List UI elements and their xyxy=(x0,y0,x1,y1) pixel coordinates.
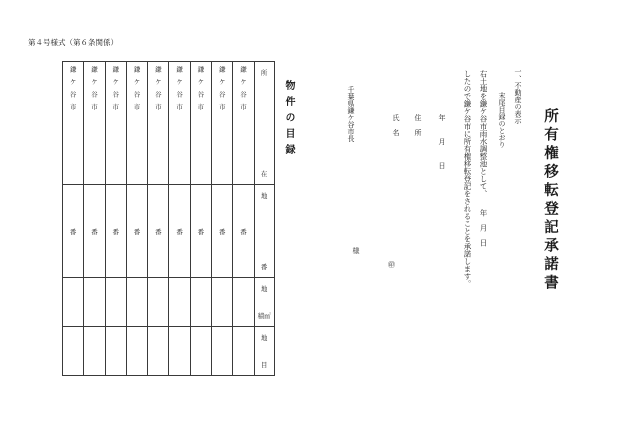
table-cell-area xyxy=(105,278,126,327)
lot-suffix: 番 xyxy=(91,227,98,236)
header-category-top: 地 xyxy=(260,334,268,342)
city-name: 鎌ケ谷市 xyxy=(68,66,77,116)
see-attached-list-note: 末尾目録のとおり xyxy=(498,92,506,148)
table-cell-lot xyxy=(169,185,190,278)
table-cell-area xyxy=(233,278,254,327)
recipient-honorific: 様 xyxy=(352,247,360,254)
table-cell-lot xyxy=(148,185,169,278)
address-label: 住所 xyxy=(414,114,422,144)
date-field: 年 月 日 xyxy=(438,114,446,174)
header-lot-top: 地 xyxy=(260,192,268,200)
table-cell-lot xyxy=(84,185,105,278)
table-cell-category xyxy=(233,327,254,376)
area-row xyxy=(63,278,275,327)
city-name: 鎌ケ谷市 xyxy=(89,66,98,116)
table-cell-category xyxy=(105,327,126,376)
table-cell-category xyxy=(190,327,211,376)
lot-suffix: 番 xyxy=(197,227,205,236)
land-category-row xyxy=(63,327,275,376)
lot-number-row xyxy=(63,185,275,278)
header-location-top: 所 xyxy=(260,69,268,77)
table-cell-category xyxy=(169,327,190,376)
table-cell-category xyxy=(212,327,233,376)
table-cell-location xyxy=(212,62,233,185)
table-cell-area xyxy=(126,278,147,327)
header-lot-number xyxy=(254,185,274,278)
city-name: 鎌ケ谷市 xyxy=(196,66,205,116)
city-name: 鎌ケ谷市 xyxy=(132,66,141,116)
city-name: 鎌ケ谷市 xyxy=(175,66,184,116)
table-cell-category xyxy=(148,327,169,376)
recipient-mayor: 千葉県鎌ケ谷市長 xyxy=(347,86,355,142)
form-number: 第４号様式（第６条関係） xyxy=(28,38,118,47)
city-name: 鎌ケ谷市 xyxy=(217,66,226,116)
lot-suffix: 番 xyxy=(155,227,162,236)
lot-suffix: 番 xyxy=(240,227,247,236)
table-cell-area xyxy=(84,278,105,327)
name-label: 氏名 xyxy=(392,114,400,144)
header-location-bottom: 在 xyxy=(260,170,268,178)
table-cell-location xyxy=(233,62,254,185)
property-list-title: 物件の目録 xyxy=(283,80,294,160)
table-cell-location xyxy=(105,62,126,185)
header-lot-bottom: 番 xyxy=(260,263,268,271)
seal-mark: ㊞ xyxy=(388,261,395,269)
table-cell-location xyxy=(148,62,169,185)
table-cell-area xyxy=(212,278,233,327)
table-cell-location xyxy=(63,62,84,185)
city-name: 鎌ケ谷市 xyxy=(111,66,120,116)
table-cell-area xyxy=(169,278,190,327)
lot-suffix: 番 xyxy=(176,227,183,236)
table-cell-location xyxy=(84,62,105,185)
lot-suffix: 番 xyxy=(69,227,77,236)
table-cell-lot xyxy=(233,185,254,278)
document-title: 所有権移転登記承諾書 xyxy=(542,108,559,293)
table-cell-lot xyxy=(126,185,147,278)
location-row xyxy=(63,62,275,185)
table-cell-category xyxy=(63,327,84,376)
table-cell-lot xyxy=(212,185,233,278)
header-location xyxy=(254,62,274,185)
table-cell-category xyxy=(84,327,105,376)
consent-text-line-2: したので鎌ケ谷市に所有権移転登記をされることを承諾します。 xyxy=(463,70,472,288)
table-cell-lot xyxy=(190,185,211,278)
city-name: 鎌ケ谷市 xyxy=(153,66,162,116)
lot-suffix: 番 xyxy=(112,227,119,236)
table-cell-location xyxy=(190,62,211,185)
header-area xyxy=(254,278,274,327)
table-cell-area xyxy=(190,278,211,327)
property-display-heading: 一、不動産の表示 xyxy=(514,68,522,124)
header-area-top: 地 xyxy=(260,285,268,293)
lot-suffix: 番 xyxy=(133,227,141,236)
table-cell-location xyxy=(169,62,190,185)
header-category-bottom: 目 xyxy=(260,361,268,369)
header-land-category xyxy=(254,327,274,376)
table-cell-lot xyxy=(63,185,84,278)
consent-text-line-1: 右土地を鎌ケ谷市雨水調整池として、 年 月 日 xyxy=(479,70,488,247)
lot-suffix: 番 xyxy=(218,227,226,236)
header-area-bottom: 積㎡ xyxy=(257,312,271,320)
table-cell-category xyxy=(126,327,147,376)
table-cell-area xyxy=(63,278,84,327)
table-cell-area xyxy=(148,278,169,327)
table-cell-lot xyxy=(105,185,126,278)
table-cell-location xyxy=(126,62,147,185)
property-list-table xyxy=(62,61,275,376)
city-name: 鎌ケ谷市 xyxy=(239,66,248,116)
